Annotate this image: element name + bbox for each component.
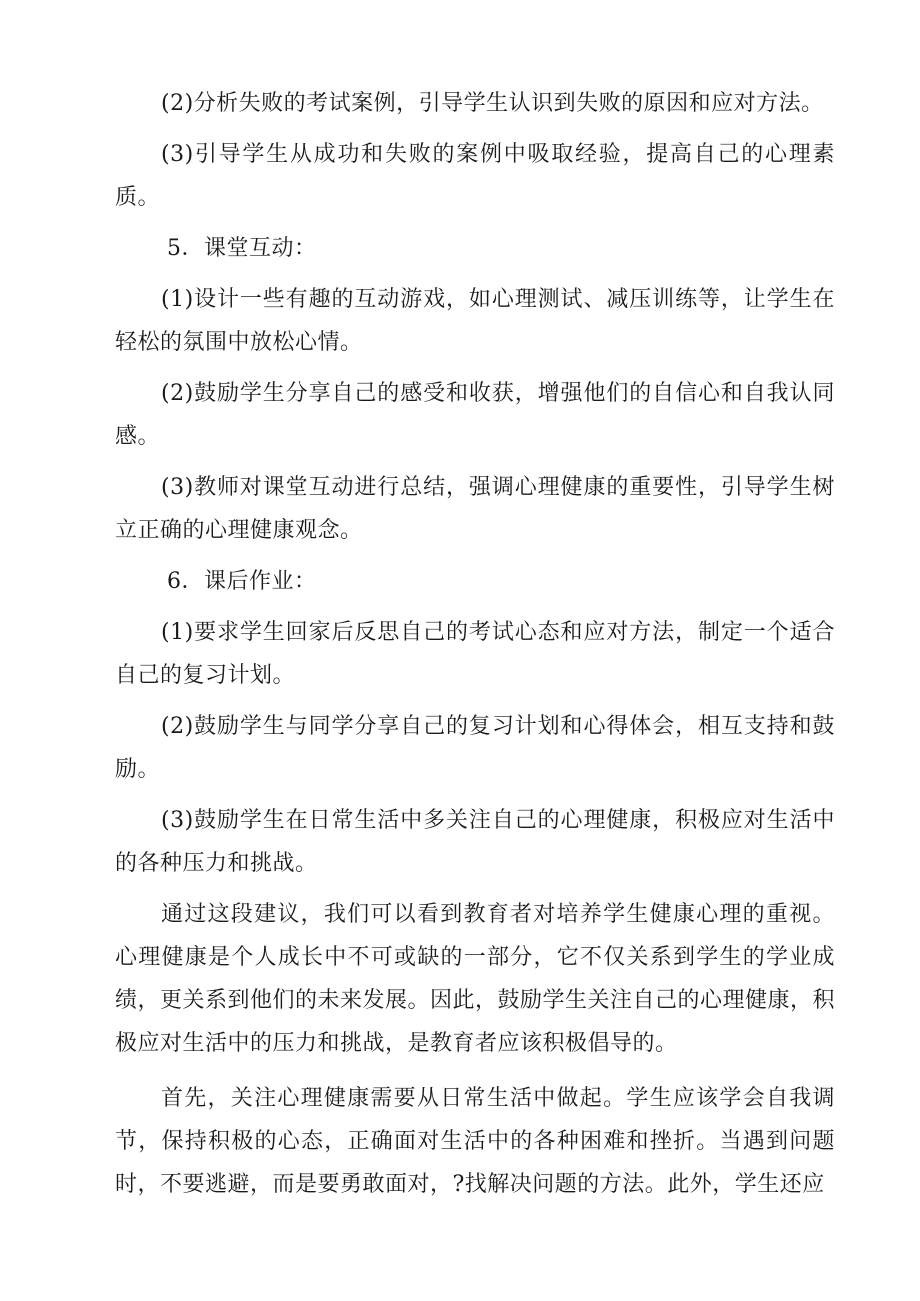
paragraph-5-1: (1)设计一些有趣的互动游戏，如心理测试、减压训练等，让学生在轻松的氛围中放松心情。 <box>115 287 835 355</box>
paragraph-6-2: (2)鼓励学生与同学分享自己的复习计划和心得体会，相互支持和鼓励。 <box>115 714 835 782</box>
paragraph-6-3: (3)鼓励学生在日常生活中多关注自己的心理健康，积极应对生活中的各种压力和挑战。 <box>115 808 835 876</box>
section-heading-6: 6．课后作业： <box>167 569 317 594</box>
paragraph-5-3: (3)教师对课堂互动进行总结，强调心理健康的重要性，引导学生树立正确的心理健康观念。 <box>115 475 835 543</box>
paragraph-5-2: (2)鼓励学生分享自己的感受和收获，增强他们的自信心和自我认同感。 <box>115 381 835 449</box>
paragraph-2-2: (3)引导学生从成功和失败的案例中吸取经验，提高自己的心理素质。 <box>115 142 835 210</box>
paragraph-2-1: (2)分析失败的考试案例，引导学生认识到失败的原因和应对方法。 <box>161 91 824 116</box>
body-paragraph-summary: 通过这段建议，我们可以看到教育者对培养学生健康心理的重视。心理健康是个人成长中不可或缺的一部分，它不仅关系到学生的学业成绩，更关系到他们的未来发展。因此，鼓励学生关注自己的心理健康，积极应对生活中的压力和挑战，是教育者应该积极倡导的。 <box>115 902 836 1056</box>
paragraph-6-1: (1)要求学生回家后反思自己的考试心态和应对方法，制定一个适合自己的复习计划。 <box>115 620 835 688</box>
section-heading-5: 5．课堂互动： <box>167 236 317 261</box>
body-paragraph-first: 首先，关注心理健康需要从日常生活中做起。学生应该学会自我调节，保持积极的心态，正确面对生活中的各种困难和挫折。当遇到问题时，不要逃避，而是要勇敢面对，?找解决问题的方法。此外，学生还应 <box>115 1086 835 1197</box>
document-body <box>115 82 835 1218</box>
